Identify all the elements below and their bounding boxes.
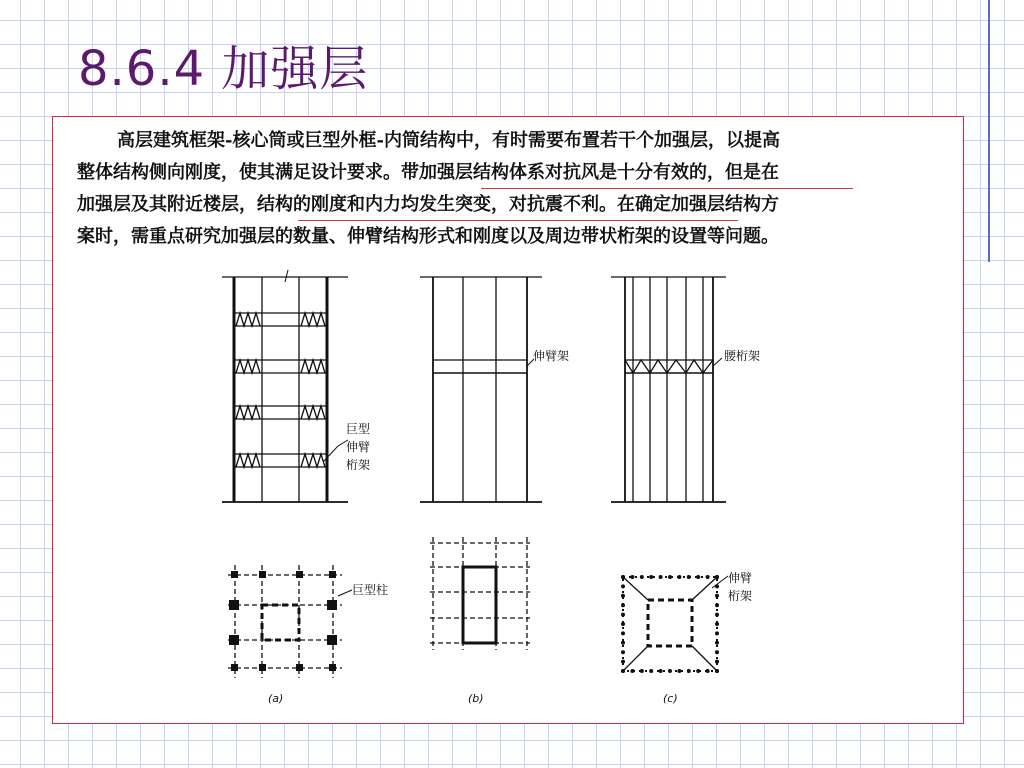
belt-truss-node [715,631,719,635]
belt-truss-node [621,631,625,635]
label-mega-truss-3: 桁架 [346,458,371,472]
label-mega-column: 巨型柱 [352,583,389,597]
belt-truss-node [621,669,625,673]
belt-truss-node [640,575,644,579]
belt-truss-node [621,575,625,579]
plan-a [228,565,352,678]
caption-a: (a) [268,692,284,705]
elevation-c [611,277,726,502]
label-belt-truss: 腰桁架 [724,349,761,363]
paragraph-line-3: 加强层及其附近楼层，结构的刚度和内力均发生突变，对抗震不利。在确定加强层结构方 [77,194,779,215]
belt-truss-node [715,575,719,579]
belt-truss-node [715,584,719,588]
plan-a-columns [229,571,337,671]
belt-truss-node [621,660,625,664]
plan-b [430,537,530,650]
elevation-b [420,277,542,502]
belt-truss-node [715,594,719,598]
belt-truss-node [621,603,625,607]
belt-truss-node [715,660,719,664]
belt-truss-node [706,575,710,579]
belt-truss-node [621,650,625,654]
belt-truss-node [621,613,625,617]
belt-truss-node [715,603,719,607]
belt-truss-node [687,669,691,673]
belt-truss-node [706,669,710,673]
label-mega-truss-1: 巨型 [346,422,371,436]
belt-truss-node [621,584,625,588]
slide-title: 8.6.4 加强层 [78,41,369,97]
plan-c [623,576,728,671]
paragraph-line-2: 整体结构侧向刚度，使其满足设计要求。带加强层结构体系对抗风是十分有效的，但是在 [77,162,779,183]
belt-truss-node [696,669,700,673]
belt-truss-node [621,641,625,645]
belt-truss-node [677,669,681,673]
label-outrigger-truss-2: 桁架 [728,589,753,603]
elevation-a [222,270,348,502]
belt-truss-node [630,669,634,673]
belt-truss-node [715,650,719,654]
belt-truss-node [668,575,672,579]
belt-truss-node [630,575,634,579]
belt-truss-node [621,594,625,598]
belt-truss-node [659,669,663,673]
belt-truss-node [640,669,644,673]
belt-truss-node [715,613,719,617]
label-mega-truss-2: 伸臂 [346,440,371,454]
caption-b: (b) [468,692,484,705]
paragraph-line-1: 高层建筑框架-核心筒或巨型外框-内筒结构中，有时需要布置若干个加强层，以提高 [117,130,780,151]
belt-truss-node [687,575,691,579]
belt-truss-node [621,622,625,626]
belt-truss-node [649,575,653,579]
belt-truss-node [715,641,719,645]
paragraph-line-4: 案时，需重点研究加强层的数量、伸臂结构形式和刚度以及周边带状桁架的设置等问题。 [77,226,779,247]
belt-truss-node [668,669,672,673]
belt-truss-node [696,575,700,579]
label-outrigger-truss-1: 伸臂 [728,571,753,585]
belt-truss-node [659,575,663,579]
belt-truss-node [715,669,719,673]
caption-c: (c) [663,692,678,705]
label-outrigger: 伸臂架 [533,349,570,363]
belt-truss-node [649,669,653,673]
belt-truss-node [715,622,719,626]
belt-truss-node [677,575,681,579]
